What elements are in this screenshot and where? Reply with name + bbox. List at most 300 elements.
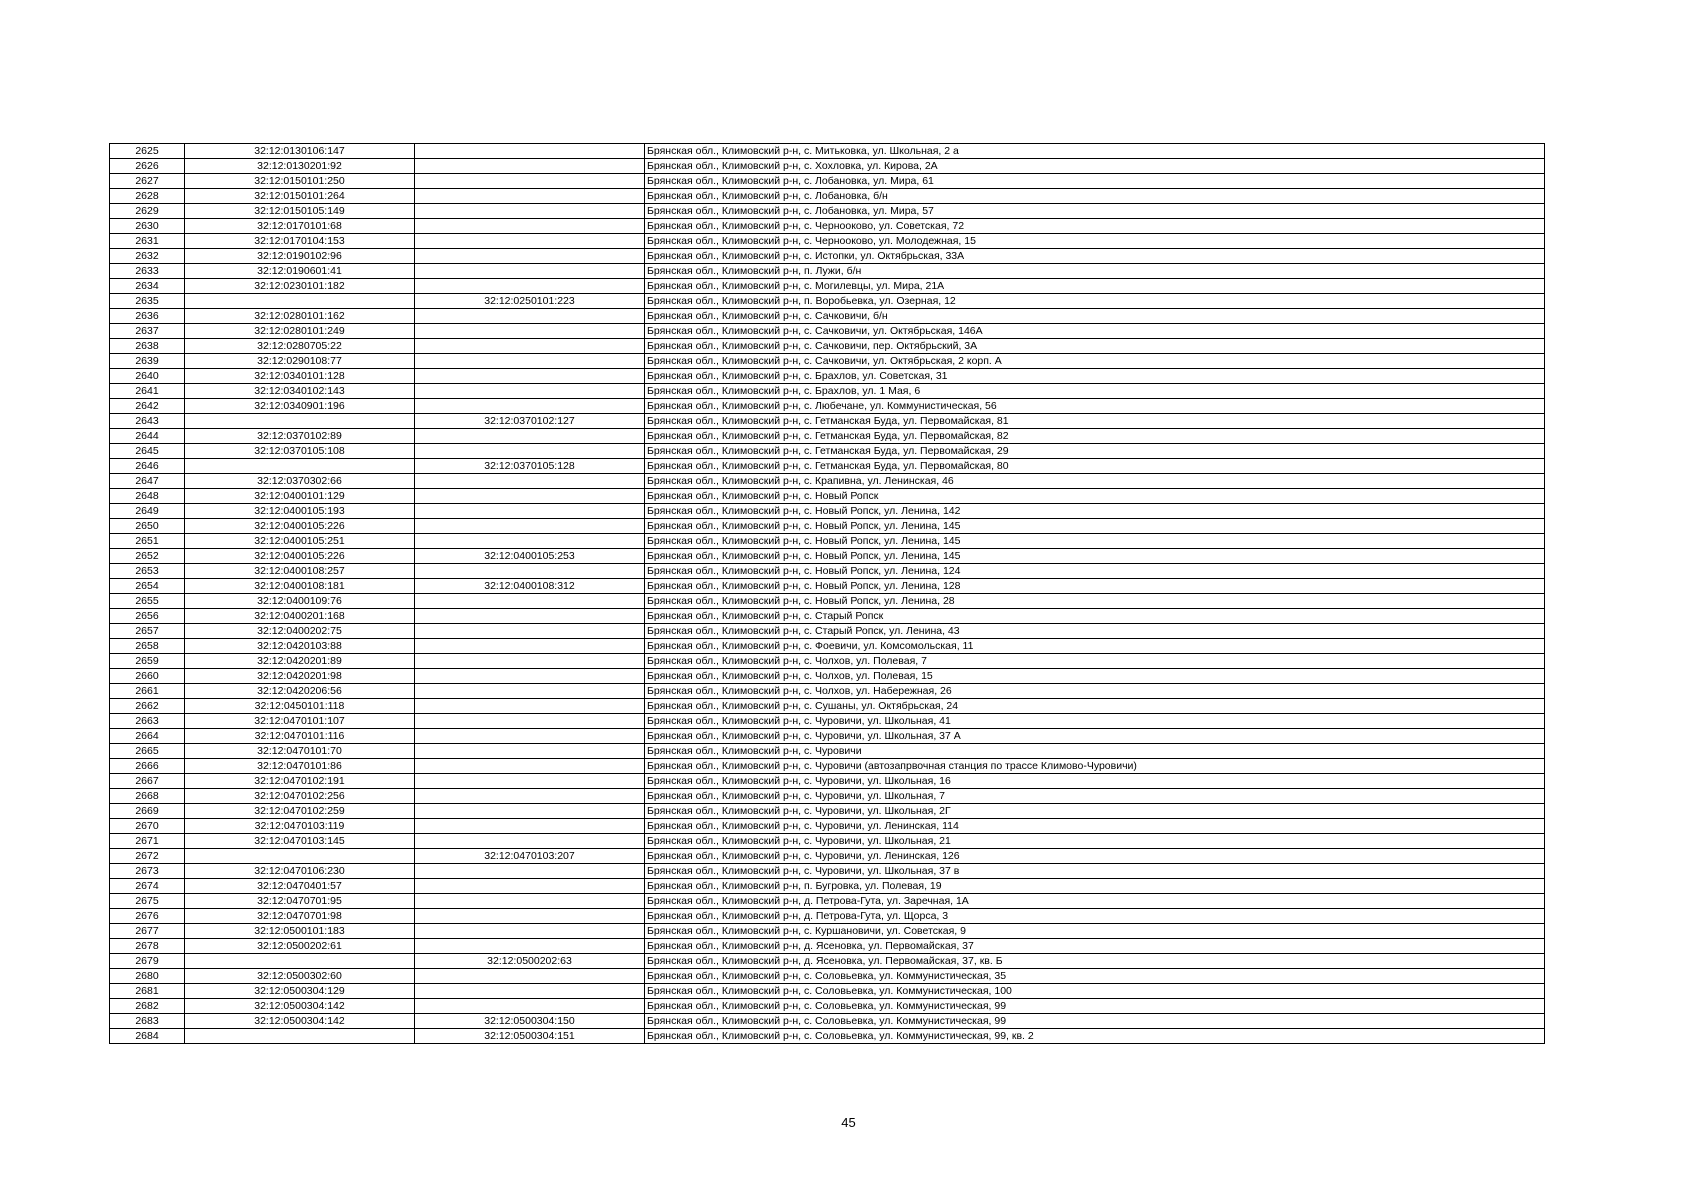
table-row	[110, 954, 1545, 969]
cadastral-number-cell: 32:12:0470103:119	[185, 819, 415, 834]
cadastral-number-cell: 32:12:0280101:162	[185, 309, 415, 324]
secondary-cadastral-number-cell	[415, 339, 645, 354]
secondary-cadastral-number-cell	[415, 159, 645, 174]
cadastral-number-cell	[185, 414, 415, 429]
secondary-cadastral-number-cell: 32:12:0250101:223	[415, 294, 645, 309]
table-row	[110, 924, 1545, 939]
row-number-cell: 2639	[110, 354, 185, 369]
cadastral-number-cell: 32:12:0400108:257	[185, 564, 415, 579]
address-cell: Брянская обл., Климовский р-н, с. Новый Ропск, ул. Ленина, 124	[645, 564, 1545, 579]
cadastral-number-cell: 32:12:0470701:95	[185, 894, 415, 909]
address-cell: Брянская обл., Климовский р-н, с. Новый Ропск, ул. Ленина, 142	[645, 504, 1545, 519]
cadastral-number-cell: 32:12:0170104:153	[185, 234, 415, 249]
table-row	[110, 264, 1545, 279]
table-row	[110, 834, 1545, 849]
secondary-cadastral-number-cell	[415, 789, 645, 804]
cadastral-number-cell: 32:12:0470103:145	[185, 834, 415, 849]
secondary-cadastral-number-cell	[415, 309, 645, 324]
row-number-cell: 2681	[110, 984, 185, 999]
row-number-cell: 2630	[110, 219, 185, 234]
cadastral-number-cell	[185, 294, 415, 309]
row-number-cell: 2653	[110, 564, 185, 579]
table-row	[110, 474, 1545, 489]
table-row	[110, 309, 1545, 324]
row-number-cell: 2647	[110, 474, 185, 489]
table-row	[110, 639, 1545, 654]
row-number-cell: 2636	[110, 309, 185, 324]
address-cell: Брянская обл., Климовский р-н, с. Куршановичи, ул. Советская, 9	[645, 924, 1545, 939]
cadastral-number-cell: 32:12:0470102:259	[185, 804, 415, 819]
address-cell: Брянская обл., Климовский р-н, с. Брахлов, ул. 1 Мая, 6	[645, 384, 1545, 399]
address-cell: Брянская обл., Климовский р-н, с. Истопки, ул. Октябрьская, 33А	[645, 249, 1545, 264]
row-number-cell: 2678	[110, 939, 185, 954]
address-cell: Брянская обл., Климовский р-н, с. Соловьевка, ул. Коммунистическая, 99, кв. 2	[645, 1029, 1545, 1044]
cadastral-number-cell: 32:12:0280101:249	[185, 324, 415, 339]
row-number-cell: 2675	[110, 894, 185, 909]
address-cell: Брянская обл., Климовский р-н, с. Сачковичи, б/н	[645, 309, 1545, 324]
address-cell: Брянская обл., Климовский р-н, п. Бугровка, ул. Полевая, 19	[645, 879, 1545, 894]
row-number-cell: 2641	[110, 384, 185, 399]
secondary-cadastral-number-cell	[415, 714, 645, 729]
cadastral-number-cell: 32:12:0190102:96	[185, 249, 415, 264]
row-number-cell: 2682	[110, 999, 185, 1014]
address-cell: Брянская обл., Климовский р-н, с. Чуровичи, ул. Школьная, 41	[645, 714, 1545, 729]
secondary-cadastral-number-cell	[415, 819, 645, 834]
cadastral-number-cell: 32:12:0470101:116	[185, 729, 415, 744]
row-number-cell: 2634	[110, 279, 185, 294]
row-number-cell: 2656	[110, 609, 185, 624]
secondary-cadastral-number-cell	[415, 594, 645, 609]
secondary-cadastral-number-cell	[415, 654, 645, 669]
row-number-cell: 2631	[110, 234, 185, 249]
table-row	[110, 144, 1545, 159]
secondary-cadastral-number-cell	[415, 924, 645, 939]
row-number-cell: 2628	[110, 189, 185, 204]
address-cell: Брянская обл., Климовский р-н, д. Ясеновка, ул. Первомайская, 37	[645, 939, 1545, 954]
cadastral-number-cell: 32:12:0500101:183	[185, 924, 415, 939]
cadastral-number-cell: 32:12:0290108:77	[185, 354, 415, 369]
row-number-cell: 2659	[110, 654, 185, 669]
address-cell: Брянская обл., Климовский р-н, с. Брахлов, ул. Советская, 31	[645, 369, 1545, 384]
address-cell: Брянская обл., Климовский р-н, с. Крапивна, ул. Ленинская, 46	[645, 474, 1545, 489]
row-number-cell: 2640	[110, 369, 185, 384]
secondary-cadastral-number-cell	[415, 669, 645, 684]
address-cell: Брянская обл., Климовский р-н, п. Лужи, б/н	[645, 264, 1545, 279]
secondary-cadastral-number-cell: 32:12:0400108:312	[415, 579, 645, 594]
table-row	[110, 729, 1545, 744]
secondary-cadastral-number-cell	[415, 624, 645, 639]
address-cell: Брянская обл., Климовский р-н, п. Воробьевка, ул. Озерная, 12	[645, 294, 1545, 309]
cadastral-number-cell: 32:12:0500302:60	[185, 969, 415, 984]
row-number-cell: 2666	[110, 759, 185, 774]
address-cell: Брянская обл., Климовский р-н, с. Соловьевка, ул. Коммунистическая, 100	[645, 984, 1545, 999]
secondary-cadastral-number-cell	[415, 909, 645, 924]
row-number-cell: 2670	[110, 819, 185, 834]
registry-table-body	[110, 144, 1545, 1044]
table-row	[110, 489, 1545, 504]
address-cell: Брянская обл., Климовский р-н, с. Гетманская Буда, ул. Первомайская, 80	[645, 459, 1545, 474]
cadastral-number-cell: 32:12:0400101:129	[185, 489, 415, 504]
address-cell: Брянская обл., Климовский р-н, с. Сачковичи, ул. Октябрьская, 2 корп. А	[645, 354, 1545, 369]
cadastral-number-cell: 32:12:0340101:128	[185, 369, 415, 384]
row-number-cell: 2651	[110, 534, 185, 549]
secondary-cadastral-number-cell	[415, 399, 645, 414]
secondary-cadastral-number-cell	[415, 384, 645, 399]
secondary-cadastral-number-cell	[415, 999, 645, 1014]
secondary-cadastral-number-cell	[415, 939, 645, 954]
row-number-cell: 2649	[110, 504, 185, 519]
table-row	[110, 774, 1545, 789]
secondary-cadastral-number-cell	[415, 144, 645, 159]
table-row	[110, 879, 1545, 894]
table-row	[110, 669, 1545, 684]
table-row	[110, 204, 1545, 219]
table-row	[110, 249, 1545, 264]
cadastral-number-cell: 32:12:0400105:226	[185, 519, 415, 534]
secondary-cadastral-number-cell	[415, 354, 645, 369]
secondary-cadastral-number-cell	[415, 534, 645, 549]
row-number-cell: 2643	[110, 414, 185, 429]
address-cell: Брянская обл., Климовский р-н, д. Петрова-Гута, ул. Щорса, 3	[645, 909, 1545, 924]
row-number-cell: 2658	[110, 639, 185, 654]
cadastral-number-cell: 32:12:0470701:98	[185, 909, 415, 924]
property-registry-table	[109, 143, 1545, 1044]
row-number-cell: 2626	[110, 159, 185, 174]
secondary-cadastral-number-cell	[415, 174, 645, 189]
cadastral-number-cell: 32:12:0470401:57	[185, 879, 415, 894]
table-row	[110, 789, 1545, 804]
table-row	[110, 714, 1545, 729]
table-row	[110, 369, 1545, 384]
table-row	[110, 564, 1545, 579]
table-row	[110, 549, 1545, 564]
table-row	[110, 759, 1545, 774]
address-cell: Брянская обл., Климовский р-н, с. Гетманская Буда, ул. Первомайская, 82	[645, 429, 1545, 444]
table-row	[110, 174, 1545, 189]
row-number-cell: 2662	[110, 699, 185, 714]
address-cell: Брянская обл., Климовский р-н, с. Новый Ропск, ул. Ленина, 28	[645, 594, 1545, 609]
table-row	[110, 219, 1545, 234]
cadastral-number-cell: 32:12:0130201:92	[185, 159, 415, 174]
table-row	[110, 804, 1545, 819]
address-cell: Брянская обл., Климовский р-н, с. Соловьевка, ул. Коммунистическая, 35	[645, 969, 1545, 984]
address-cell: Брянская обл., Климовский р-н, с. Старый Ропск, ул. Ленина, 43	[645, 624, 1545, 639]
secondary-cadastral-number-cell	[415, 504, 645, 519]
cadastral-number-cell: 32:12:0400105:193	[185, 504, 415, 519]
cadastral-number-cell: 32:12:0340901:196	[185, 399, 415, 414]
secondary-cadastral-number-cell	[415, 864, 645, 879]
address-cell: Брянская обл., Климовский р-н, с. Чолхов, ул. Набережная, 26	[645, 684, 1545, 699]
table-row	[110, 864, 1545, 879]
address-cell: Брянская обл., Климовский р-н, с. Чуровичи, ул. Школьная, 2Г	[645, 804, 1545, 819]
cadastral-number-cell	[185, 954, 415, 969]
secondary-cadastral-number-cell: 32:12:0500202:63	[415, 954, 645, 969]
address-cell: Брянская обл., Климовский р-н, д. Ясеновка, ул. Первомайская, 37, кв. Б	[645, 954, 1545, 969]
secondary-cadastral-number-cell	[415, 639, 645, 654]
address-cell: Брянская обл., Климовский р-н, с. Старый Ропск	[645, 609, 1545, 624]
address-cell: Брянская обл., Климовский р-н, с. Чолхов, ул. Полевая, 15	[645, 669, 1545, 684]
table-row	[110, 654, 1545, 669]
row-number-cell: 2642	[110, 399, 185, 414]
cadastral-number-cell: 32:12:0420103:88	[185, 639, 415, 654]
table-row	[110, 819, 1545, 834]
address-cell: Брянская обл., Климовский р-н, с. Соловьевка, ул. Коммунистическая, 99	[645, 999, 1545, 1014]
cadastral-number-cell: 32:12:0370102:89	[185, 429, 415, 444]
table-row	[110, 849, 1545, 864]
table-row	[110, 234, 1545, 249]
cadastral-number-cell: 32:12:0420206:56	[185, 684, 415, 699]
table-row	[110, 504, 1545, 519]
table-row	[110, 1029, 1545, 1044]
cadastral-number-cell: 32:12:0470101:107	[185, 714, 415, 729]
table-row	[110, 444, 1545, 459]
cadastral-number-cell: 32:12:0370302:66	[185, 474, 415, 489]
secondary-cadastral-number-cell	[415, 324, 645, 339]
secondary-cadastral-number-cell	[415, 699, 645, 714]
cadastral-number-cell: 32:12:0470101:86	[185, 759, 415, 774]
table-row	[110, 414, 1545, 429]
secondary-cadastral-number-cell: 32:12:0400105:253	[415, 549, 645, 564]
address-cell: Брянская обл., Климовский р-н, с. Лобановка, б/н	[645, 189, 1545, 204]
secondary-cadastral-number-cell	[415, 444, 645, 459]
page-number: 45	[841, 1115, 856, 1130]
row-number-cell: 2676	[110, 909, 185, 924]
cadastral-number-cell: 32:12:0280705:22	[185, 339, 415, 354]
secondary-cadastral-number-cell	[415, 369, 645, 384]
address-cell: Брянская обл., Климовский р-н, с. Чуровичи, ул. Ленинская, 126	[645, 849, 1545, 864]
table-row	[110, 429, 1545, 444]
address-cell: Брянская обл., Климовский р-н, с. Фоевичи, ул. Комсомольская, 11	[645, 639, 1545, 654]
address-cell: Брянская обл., Климовский р-н, с. Чуровичи, ул. Школьная, 21	[645, 834, 1545, 849]
row-number-cell: 2674	[110, 879, 185, 894]
table-row	[110, 594, 1545, 609]
row-number-cell: 2663	[110, 714, 185, 729]
address-cell: Брянская обл., Климовский р-н, с. Могилевцы, ул. Мира, 21А	[645, 279, 1545, 294]
address-cell: Брянская обл., Климовский р-н, с. Чернооково, ул. Советская, 72	[645, 219, 1545, 234]
cadastral-number-cell: 32:12:0230101:182	[185, 279, 415, 294]
table-row	[110, 909, 1545, 924]
cadastral-number-cell: 32:12:0500304:129	[185, 984, 415, 999]
row-number-cell: 2637	[110, 324, 185, 339]
row-number-cell: 2627	[110, 174, 185, 189]
secondary-cadastral-number-cell	[415, 744, 645, 759]
row-number-cell: 2667	[110, 774, 185, 789]
secondary-cadastral-number-cell	[415, 834, 645, 849]
table-row	[110, 384, 1545, 399]
table-row	[110, 939, 1545, 954]
cadastral-number-cell: 32:12:0400202:75	[185, 624, 415, 639]
table-row	[110, 744, 1545, 759]
address-cell: Брянская обл., Климовский р-н, с. Новый Ропск, ул. Ленина, 145	[645, 534, 1545, 549]
cadastral-number-cell: 32:12:0400105:251	[185, 534, 415, 549]
row-number-cell: 2648	[110, 489, 185, 504]
row-number-cell: 2635	[110, 294, 185, 309]
address-cell: Брянская обл., Климовский р-н, с. Сачковичи, ул. Октябрьская, 146А	[645, 324, 1545, 339]
row-number-cell: 2669	[110, 804, 185, 819]
table-row	[110, 189, 1545, 204]
secondary-cadastral-number-cell	[415, 249, 645, 264]
cadastral-number-cell: 32:12:0420201:98	[185, 669, 415, 684]
row-number-cell: 2633	[110, 264, 185, 279]
address-cell: Брянская обл., Климовский р-н, с. Новый Ропск, ул. Ленина, 145	[645, 549, 1545, 564]
cadastral-number-cell: 32:12:0500304:142	[185, 1014, 415, 1029]
secondary-cadastral-number-cell	[415, 489, 645, 504]
secondary-cadastral-number-cell: 32:12:0500304:150	[415, 1014, 645, 1029]
address-cell: Брянская обл., Климовский р-н, с. Чуровичи, ул. Школьная, 16	[645, 774, 1545, 789]
row-number-cell: 2646	[110, 459, 185, 474]
row-number-cell: 2655	[110, 594, 185, 609]
cadastral-number-cell: 32:12:0170101:68	[185, 219, 415, 234]
address-cell: Брянская обл., Климовский р-н, с. Новый Ропск, ул. Ленина, 145	[645, 519, 1545, 534]
secondary-cadastral-number-cell	[415, 774, 645, 789]
row-number-cell: 2673	[110, 864, 185, 879]
table-row	[110, 984, 1545, 999]
secondary-cadastral-number-cell	[415, 219, 645, 234]
address-cell: Брянская обл., Климовский р-н, с. Соловьевка, ул. Коммунистическая, 99	[645, 1014, 1545, 1029]
secondary-cadastral-number-cell	[415, 984, 645, 999]
cadastral-number-cell: 32:12:0470106:230	[185, 864, 415, 879]
cadastral-number-cell: 32:12:0400109:76	[185, 594, 415, 609]
cadastral-number-cell	[185, 459, 415, 474]
secondary-cadastral-number-cell	[415, 204, 645, 219]
secondary-cadastral-number-cell	[415, 564, 645, 579]
cadastral-number-cell: 32:12:0150101:264	[185, 189, 415, 204]
cadastral-number-cell: 32:12:0190601:41	[185, 264, 415, 279]
secondary-cadastral-number-cell	[415, 879, 645, 894]
cadastral-number-cell: 32:12:0470102:256	[185, 789, 415, 804]
cadastral-number-cell: 32:12:0470101:70	[185, 744, 415, 759]
table-row	[110, 684, 1545, 699]
cadastral-number-cell: 32:12:0340102:143	[185, 384, 415, 399]
address-cell: Брянская обл., Климовский р-н, с. Новый Ропск	[645, 489, 1545, 504]
row-number-cell: 2665	[110, 744, 185, 759]
secondary-cadastral-number-cell	[415, 684, 645, 699]
table-row	[110, 609, 1545, 624]
address-cell: Брянская обл., Климовский р-н, с. Хохловка, ул. Кирова, 2А	[645, 159, 1545, 174]
address-cell: Брянская обл., Климовский р-н, д. Петрова-Гута, ул. Заречная, 1А	[645, 894, 1545, 909]
secondary-cadastral-number-cell	[415, 429, 645, 444]
table-row	[110, 159, 1545, 174]
row-number-cell: 2661	[110, 684, 185, 699]
row-number-cell: 2680	[110, 969, 185, 984]
secondary-cadastral-number-cell	[415, 729, 645, 744]
row-number-cell: 2629	[110, 204, 185, 219]
cadastral-number-cell: 32:12:0500202:61	[185, 939, 415, 954]
cadastral-number-cell: 32:12:0470102:191	[185, 774, 415, 789]
address-cell: Брянская обл., Климовский р-н, с. Чуровичи, ул. Школьная, 7	[645, 789, 1545, 804]
secondary-cadastral-number-cell	[415, 279, 645, 294]
address-cell: Брянская обл., Климовский р-н, с. Любечане, ул. Коммунистическая, 56	[645, 399, 1545, 414]
secondary-cadastral-number-cell	[415, 519, 645, 534]
cadastral-number-cell	[185, 849, 415, 864]
table-row	[110, 579, 1545, 594]
row-number-cell: 2638	[110, 339, 185, 354]
address-cell: Брянская обл., Климовский р-н, с. Лобановка, ул. Мира, 57	[645, 204, 1545, 219]
table-row	[110, 999, 1545, 1014]
table-row	[110, 894, 1545, 909]
cadastral-number-cell: 32:12:0130106:147	[185, 144, 415, 159]
secondary-cadastral-number-cell	[415, 234, 645, 249]
row-number-cell: 2632	[110, 249, 185, 264]
row-number-cell: 2679	[110, 954, 185, 969]
secondary-cadastral-number-cell: 32:12:0500304:151	[415, 1029, 645, 1044]
table-row	[110, 294, 1545, 309]
row-number-cell: 2664	[110, 729, 185, 744]
table-row	[110, 324, 1545, 339]
row-number-cell: 2644	[110, 429, 185, 444]
table-row	[110, 354, 1545, 369]
table-row	[110, 969, 1545, 984]
secondary-cadastral-number-cell	[415, 189, 645, 204]
row-number-cell: 2684	[110, 1029, 185, 1044]
cadastral-number-cell: 32:12:0370105:108	[185, 444, 415, 459]
address-cell: Брянская обл., Климовский р-н, с. Новый Ропск, ул. Ленина, 128	[645, 579, 1545, 594]
row-number-cell: 2672	[110, 849, 185, 864]
row-number-cell: 2660	[110, 669, 185, 684]
cadastral-number-cell	[185, 1029, 415, 1044]
secondary-cadastral-number-cell: 32:12:0370102:127	[415, 414, 645, 429]
secondary-cadastral-number-cell	[415, 894, 645, 909]
table-row	[110, 699, 1545, 714]
cadastral-number-cell: 32:12:0150101:250	[185, 174, 415, 189]
address-cell: Брянская обл., Климовский р-н, с. Чуровичи	[645, 744, 1545, 759]
table-row	[110, 624, 1545, 639]
table-row	[110, 339, 1545, 354]
cadastral-number-cell: 32:12:0150105:149	[185, 204, 415, 219]
table-row	[110, 399, 1545, 414]
address-cell: Брянская обл., Климовский р-н, с. Сушаны, ул. Октябрьская, 24	[645, 699, 1545, 714]
row-number-cell: 2657	[110, 624, 185, 639]
secondary-cadastral-number-cell: 32:12:0470103:207	[415, 849, 645, 864]
address-cell: Брянская обл., Климовский р-н, с. Чуровичи, ул. Школьная, 37 А	[645, 729, 1545, 744]
table-row	[110, 459, 1545, 474]
cadastral-number-cell: 32:12:0420201:89	[185, 654, 415, 669]
row-number-cell: 2645	[110, 444, 185, 459]
secondary-cadastral-number-cell	[415, 759, 645, 774]
secondary-cadastral-number-cell	[415, 474, 645, 489]
secondary-cadastral-number-cell	[415, 264, 645, 279]
cadastral-number-cell: 32:12:0400105:226	[185, 549, 415, 564]
address-cell: Брянская обл., Климовский р-н, с. Чуровичи, ул. Ленинская, 114	[645, 819, 1545, 834]
secondary-cadastral-number-cell	[415, 969, 645, 984]
table-row	[110, 519, 1545, 534]
table-row	[110, 279, 1545, 294]
address-cell: Брянская обл., Климовский р-н, с. Чернооково, ул. Молодежная, 15	[645, 234, 1545, 249]
row-number-cell: 2671	[110, 834, 185, 849]
row-number-cell: 2668	[110, 789, 185, 804]
secondary-cadastral-number-cell	[415, 609, 645, 624]
cadastral-number-cell: 32:12:0500304:142	[185, 999, 415, 1014]
cadastral-number-cell: 32:12:0400201:168	[185, 609, 415, 624]
cadastral-number-cell: 32:12:0450101:118	[185, 699, 415, 714]
address-cell: Брянская обл., Климовский р-н, с. Чолхов, ул. Полевая, 7	[645, 654, 1545, 669]
row-number-cell: 2625	[110, 144, 185, 159]
address-cell: Брянская обл., Климовский р-н, с. Лобановка, ул. Мира, 61	[645, 174, 1545, 189]
address-cell: Брянская обл., Климовский р-н, с. Чуровичи (автозапрвочная станция по трассе Климово-Чуровичи)	[645, 759, 1545, 774]
secondary-cadastral-number-cell	[415, 804, 645, 819]
cadastral-number-cell: 32:12:0400108:181	[185, 579, 415, 594]
table-row	[110, 534, 1545, 549]
secondary-cadastral-number-cell: 32:12:0370105:128	[415, 459, 645, 474]
row-number-cell: 2652	[110, 549, 185, 564]
row-number-cell: 2650	[110, 519, 185, 534]
address-cell: Брянская обл., Климовский р-н, с. Гетманская Буда, ул. Первомайская, 81	[645, 414, 1545, 429]
address-cell: Брянская обл., Климовский р-н, с. Митьковка, ул. Школьная, 2 а	[645, 144, 1545, 159]
address-cell: Брянская обл., Климовский р-н, с. Чуровичи, ул. Школьная, 37 в	[645, 864, 1545, 879]
row-number-cell: 2677	[110, 924, 185, 939]
address-cell: Брянская обл., Климовский р-н, с. Сачковичи, пер. Октябрьский, 3А	[645, 339, 1545, 354]
row-number-cell: 2683	[110, 1014, 185, 1029]
